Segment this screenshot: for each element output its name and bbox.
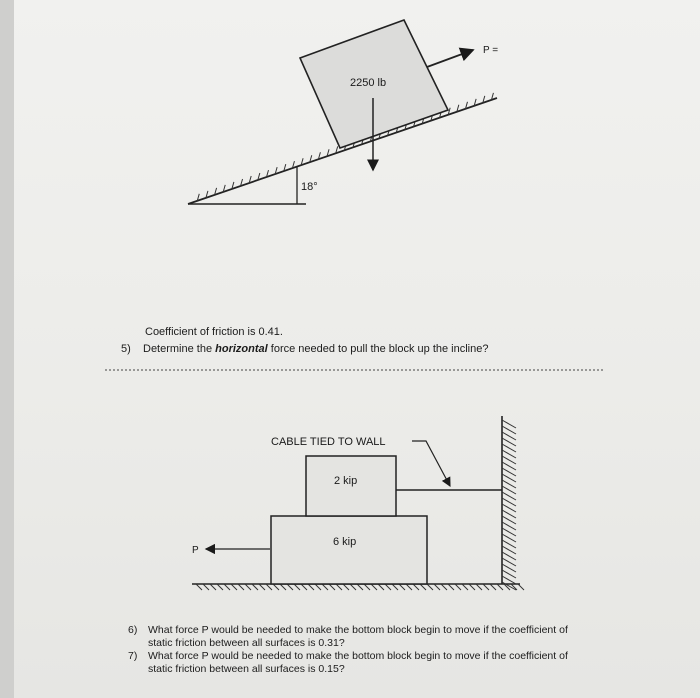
hatch-mark <box>399 584 405 590</box>
block-weight-label: 2250 lb <box>350 77 387 89</box>
hatch-mark <box>287 584 293 590</box>
hatch-mark <box>518 584 524 590</box>
hatch-mark <box>343 584 349 590</box>
hatch-mark <box>490 584 496 590</box>
hatch-mark <box>497 584 503 590</box>
hatch-mark <box>455 584 461 590</box>
hatch-mark <box>483 584 489 590</box>
hatch-mark <box>350 584 356 590</box>
hatch-mark <box>294 584 300 590</box>
force-p-arrow <box>427 50 473 67</box>
hatch-mark <box>462 584 468 590</box>
hatch-mark <box>329 584 335 590</box>
hatch-mark <box>357 584 363 590</box>
hatch-mark <box>322 584 328 590</box>
problem-7 <box>128 650 588 676</box>
problem-7-number: 7) <box>128 650 138 662</box>
problem-5-number: 5) <box>121 343 131 355</box>
problem-7-line2: static friction between all surfaces is 0.15? <box>148 663 345 675</box>
problem-5-emphasis: horizontal <box>215 343 268 355</box>
hatch-mark <box>385 584 391 590</box>
problem-5-text-start: Determine the <box>143 343 216 355</box>
force-p-label-2: P <box>192 545 199 556</box>
hatch-mark <box>427 584 433 590</box>
hatch-mark <box>420 584 426 590</box>
hatch-mark <box>315 584 321 590</box>
hatch-mark <box>441 584 447 590</box>
hatch-mark <box>266 584 272 590</box>
force-p-label: P = <box>483 45 499 56</box>
hatch-mark <box>224 584 230 590</box>
hatch-mark <box>336 584 342 590</box>
hatch-mark <box>378 584 384 590</box>
hatch-mark <box>273 584 279 590</box>
hatch-mark <box>406 584 412 590</box>
incline-diagram <box>188 20 498 204</box>
hatch-mark <box>238 584 244 590</box>
hatch-mark <box>448 584 454 590</box>
hatch-mark <box>280 584 286 590</box>
bottom-block-6kip <box>271 516 427 584</box>
hatch-mark <box>252 584 258 590</box>
problem-6-line2: static friction between all surfaces is 0.31? <box>148 637 345 649</box>
hatch-mark <box>231 584 237 590</box>
problem-5 <box>121 342 488 356</box>
friction-coefficient-text: Coefficient of friction is 0.41. <box>145 326 283 338</box>
problem-6-line1: What force P would be needed to make the bottom block begin to move if the coefficient of <box>148 624 568 636</box>
cable-label: CABLE TIED TO WALL <box>271 436 386 448</box>
problem-5-text-end: force needed to pull the block up the incline? <box>267 343 489 355</box>
hatch-mark <box>217 584 223 590</box>
hatch-mark <box>259 584 265 590</box>
hatch-mark <box>203 584 209 590</box>
hatch-mark <box>371 584 377 590</box>
cable-leader <box>412 441 450 486</box>
problem-7-line1: What force P would be needed to make the bottom block begin to move if the coefficient of <box>148 650 568 662</box>
hatch-mark <box>245 584 251 590</box>
hatch-mark <box>301 584 307 590</box>
problem-6 <box>128 624 588 650</box>
ground-hatching <box>196 584 524 590</box>
hatch-mark <box>364 584 370 590</box>
top-block-label: 2 kip <box>334 475 358 487</box>
bottom-block-label: 6 kip <box>333 536 357 548</box>
angle-label: 18° <box>301 181 318 193</box>
hatch-mark <box>196 584 202 590</box>
wall-hatching <box>502 420 516 590</box>
hatch-mark <box>469 584 475 590</box>
hatch-mark <box>210 584 216 590</box>
hatch-mark <box>308 584 314 590</box>
hatch-mark <box>476 584 482 590</box>
stacked-blocks-diagram <box>192 416 524 590</box>
hatch-mark <box>434 584 440 590</box>
hatch-mark <box>392 584 398 590</box>
hatch-mark <box>413 584 419 590</box>
problem-6-number: 6) <box>128 624 138 636</box>
